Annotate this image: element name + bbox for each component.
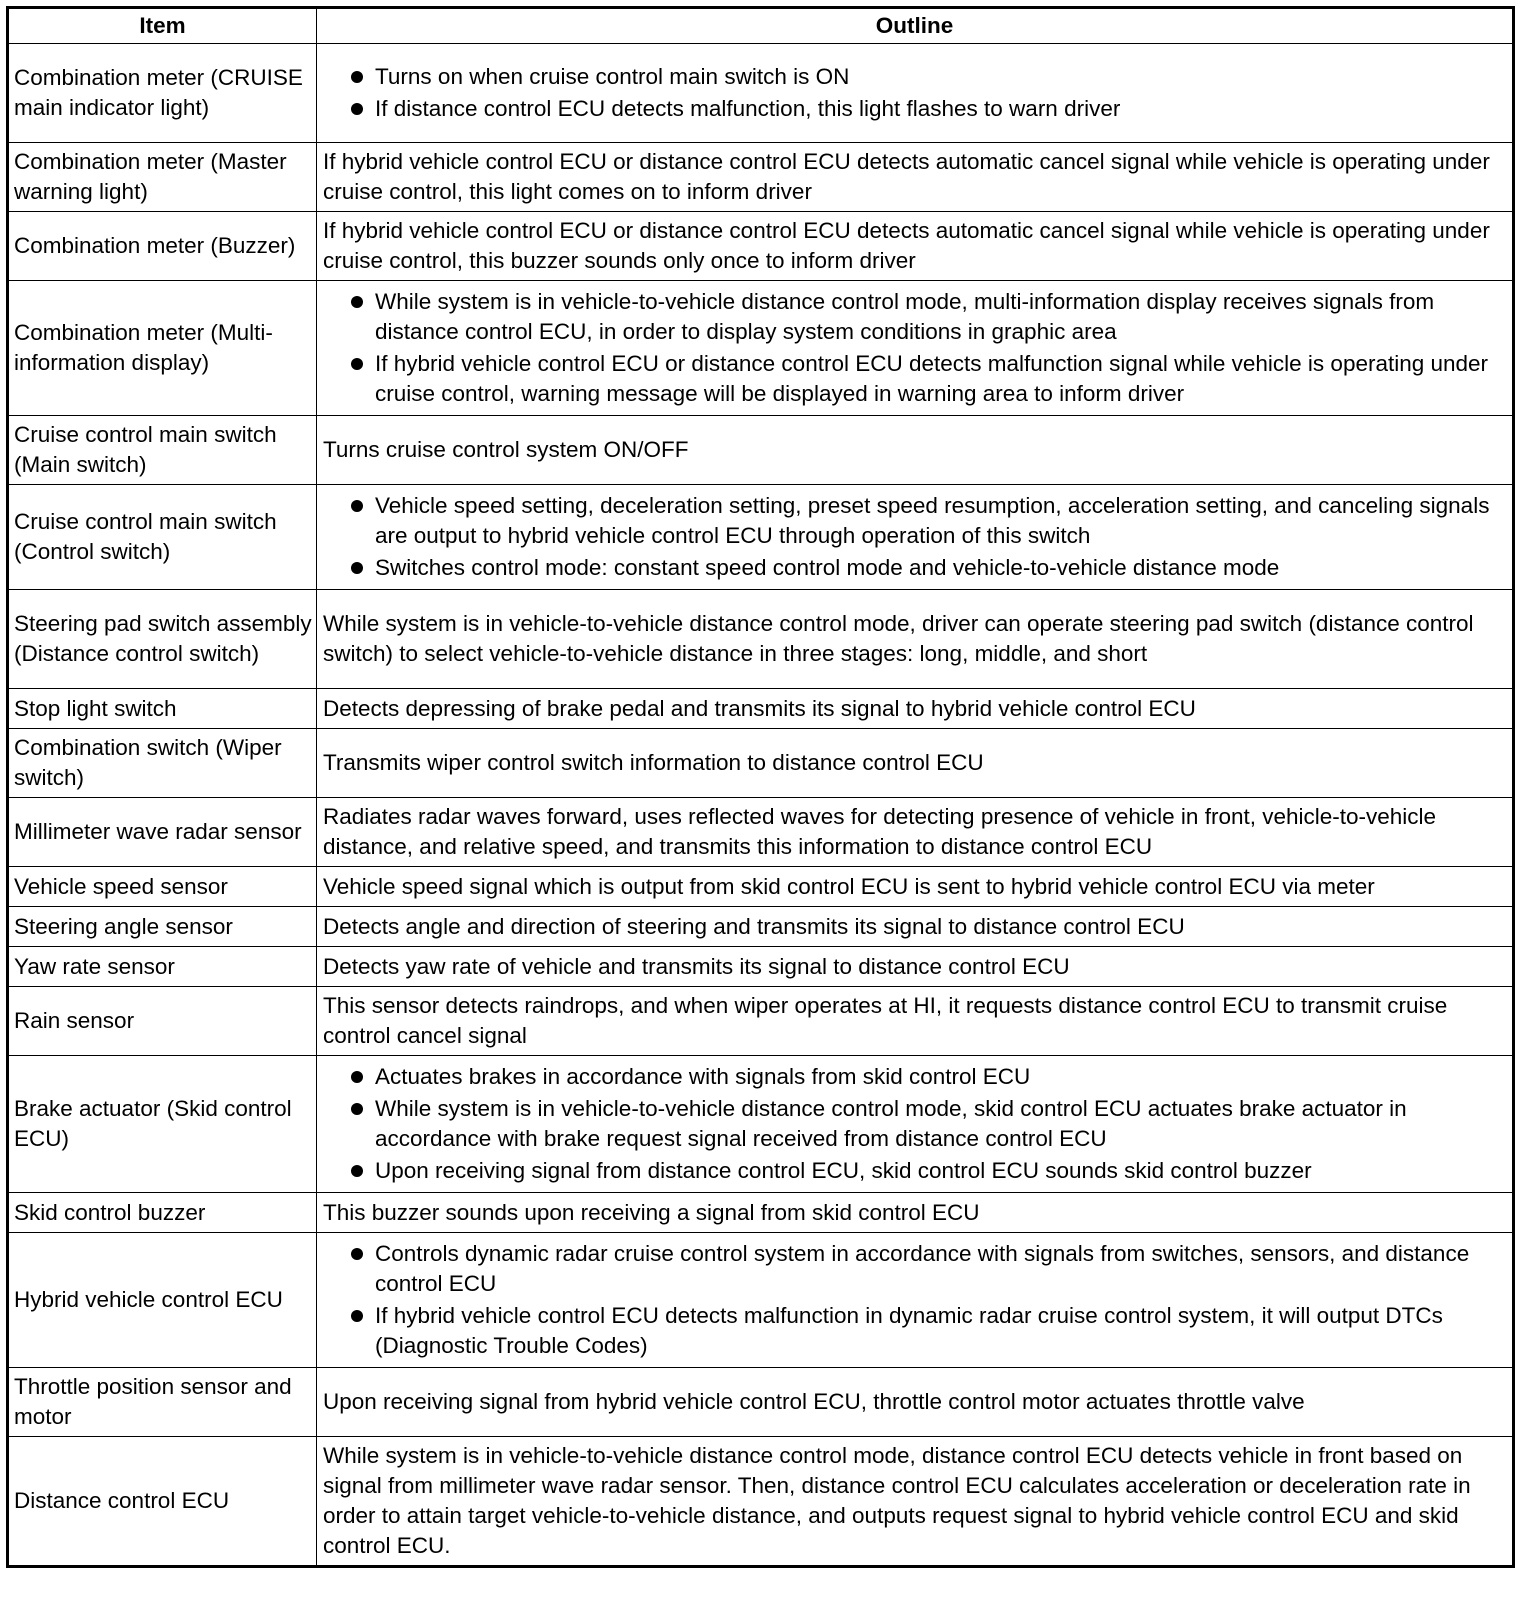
table-row [8,1368,1514,1437]
outline-bullet-item [323,94,1506,124]
bullet-dot-icon [351,562,363,574]
table-row [8,1437,1514,1567]
column-header-outline: Outline [317,8,1514,44]
outline-bullet-text: If hybrid vehicle control ECU or distance control ECU detects malfunction signal while vehicle is operating under cruise control, warning message will be displayed in warning area to inform driver [375,351,1489,406]
component-outline-table [6,6,1515,1568]
outline-bullet-text: If hybrid vehicle control ECU detects malfunction in dynamic radar cruise control system, it will output DTCs (Diagnostic Trouble Codes) [375,1303,1443,1358]
table-row [8,281,1514,416]
item-cell: Millimeter wave radar sensor [8,798,317,867]
outline-text: Detects angle and direction of steering and transmits its signal to distance control ECU [323,913,1185,939]
outline-bullet-list [323,1062,1506,1186]
item-cell: Steering angle sensor [8,907,317,947]
table-row [8,590,1514,689]
outline-bullet-item [323,349,1506,409]
outline-bullet-text: Actuates brakes in accordance with signals from skid control ECU [375,1064,1031,1089]
outline-cell [317,590,1514,689]
outline-bullet-item [323,1156,1506,1186]
outline-text: Upon receiving signal from hybrid vehicle control ECU, throttle control motor actuates throttle valve [323,1389,1305,1414]
outline-text: Detects depressing of brake pedal and transmits its signal to hybrid vehicle control ECU [323,695,1196,721]
table-row [8,1233,1514,1368]
outline-cell [317,416,1514,485]
outline-bullet-list [323,62,1506,124]
outline-bullet-item [323,491,1506,551]
outline-cell [317,1368,1514,1437]
bullet-dot-icon [351,1248,363,1260]
outline-cell [317,689,1514,729]
table-row [8,947,1514,987]
table-row [8,143,1514,212]
table-row [8,987,1514,1056]
outline-bullet-item [323,287,1506,347]
outline-cell [317,1233,1514,1368]
outline-bullet-text: Upon receiving signal from distance control ECU, skid control ECU sounds skid control buzzer [375,1158,1312,1183]
item-cell: Cruise control main switch (Main switch) [8,416,317,485]
outline-cell [317,485,1514,590]
item-cell: Throttle position sensor and motor [8,1368,317,1437]
outline-bullet-item [323,1239,1506,1299]
column-header-item: Item [8,8,317,44]
item-cell: Combination meter (Master warning light) [8,143,317,212]
outline-cell [317,947,1514,987]
outline-bullet-text: Vehicle speed setting, deceleration setting, preset speed resumption, acceleration setting, and canceling signals are output to hybrid vehicle control ECU through operation of this switch [375,493,1490,548]
outline-text: This sensor detects raindrops, and when wiper operates at HI, it requests distance control ECU to transmit cruise control cancel signal [323,993,1448,1048]
outline-bullet-text: Turns on when cruise control main switch is ON [375,64,850,89]
table-row [8,44,1514,143]
table-header-row [8,8,1514,44]
item-cell: Cruise control main switch (Control switch) [8,485,317,590]
bullet-dot-icon [351,358,363,370]
table-row [8,212,1514,281]
outline-cell [317,143,1514,212]
table-row [8,689,1514,729]
bullet-dot-icon [351,1103,363,1115]
item-cell: Distance control ECU [8,1437,317,1567]
outline-bullet-text: While system is in vehicle-to-vehicle distance control mode, multi-information display receives signals from distance control ECU, in order to display system conditions in graphic area [375,289,1435,344]
outline-text: This buzzer sounds upon receiving a signal from skid control ECU [323,1199,980,1225]
table-row [8,867,1514,907]
outline-text: Vehicle speed signal which is output from skid control ECU is sent to hybrid vehicle control ECU via meter [323,873,1375,899]
table-row [8,416,1514,485]
outline-bullet-text: While system is in vehicle-to-vehicle distance control mode, skid control ECU actuates brake actuator in accordance with brake request signal received from distance control ECU [375,1096,1407,1151]
table-row [8,907,1514,947]
outline-bullet-text: Controls dynamic radar cruise control system in accordance with signals from switches, sensors, and distance control ECU [375,1241,1470,1296]
outline-cell [317,798,1514,867]
table-body [8,44,1514,1567]
outline-bullet-item [323,62,1506,92]
table-row [8,1193,1514,1233]
outline-text: Radiates radar waves forward, uses reflected waves for detecting presence of vehicle in front, vehicle-to-vehicle distance, and relative speed, and transmits this information to distance control ECU [323,804,1437,859]
table-row [8,1056,1514,1193]
outline-bullet-text: If distance control ECU detects malfunction, this light flashes to warn driver [375,96,1121,121]
outline-cell [317,281,1514,416]
item-cell: Hybrid vehicle control ECU [8,1233,317,1368]
item-cell: Steering pad switch assembly (Distance control switch) [8,590,317,689]
outline-bullet-list [323,491,1506,583]
item-cell: Vehicle speed sensor [8,867,317,907]
item-cell: Brake actuator (Skid control ECU) [8,1056,317,1193]
outline-bullet-item [323,553,1506,583]
outline-cell [317,987,1514,1056]
item-cell: Combination meter (Buzzer) [8,212,317,281]
bullet-dot-icon [351,103,363,115]
outline-cell [317,1437,1514,1567]
outline-text: Transmits wiper control switch information to distance control ECU [323,750,984,775]
outline-text: If hybrid vehicle control ECU or distance control ECU detects automatic cancel signal while vehicle is operating under cruise control, this light comes on to inform driver [323,149,1490,204]
bullet-dot-icon [351,1310,363,1322]
item-cell: Yaw rate sensor [8,947,317,987]
outline-bullet-item [323,1094,1506,1154]
outline-bullet-item [323,1062,1506,1092]
outline-cell [317,44,1514,143]
item-cell: Combination meter (CRUISE main indicator light) [8,44,317,143]
table-row [8,729,1514,798]
item-cell: Rain sensor [8,987,317,1056]
bullet-dot-icon [351,71,363,83]
item-cell: Combination switch (Wiper switch) [8,729,317,798]
outline-text: While system is in vehicle-to-vehicle distance control mode, distance control ECU detects vehicle in front based on signal from millimeter wave radar sensor. Then, distance control ECU calculates acceleration or deceleration rate in order to attain target vehicle-to-vehicle distance, and outputs request signal to hybrid vehicle control ECU and skid control ECU. [323,1443,1471,1558]
outline-cell [317,729,1514,798]
outline-bullet-list [323,287,1506,409]
outline-cell [317,1056,1514,1193]
outline-cell [317,1193,1514,1233]
component-table-container [6,6,1512,1568]
bullet-dot-icon [351,296,363,308]
item-cell: Stop light switch [8,689,317,729]
table-row [8,798,1514,867]
bullet-dot-icon [351,500,363,512]
bullet-dot-icon [351,1071,363,1083]
table-row [8,485,1514,590]
bullet-dot-icon [351,1165,363,1177]
outline-text: While system is in vehicle-to-vehicle distance control mode, driver can operate steering pad switch (distance control switch) to select vehicle-to-vehicle distance in three stages: long, middle, and short [323,611,1474,666]
item-cell: Combination meter (Multi-information display) [8,281,317,416]
outline-text: Turns cruise control system ON/OFF [323,437,689,462]
outline-cell [317,867,1514,907]
outline-text: Detects yaw rate of vehicle and transmits its signal to distance control ECU [323,953,1070,979]
outline-bullet-text: Switches control mode: constant speed control mode and vehicle-to-vehicle distance mode [375,555,1280,580]
outline-cell [317,907,1514,947]
outline-bullet-item [323,1301,1506,1361]
outline-cell [317,212,1514,281]
outline-text: If hybrid vehicle control ECU or distance control ECU detects automatic cancel signal while vehicle is operating under cruise control, this buzzer sounds only once to inform driver [323,218,1490,273]
item-cell: Skid control buzzer [8,1193,317,1233]
outline-bullet-list [323,1239,1506,1361]
